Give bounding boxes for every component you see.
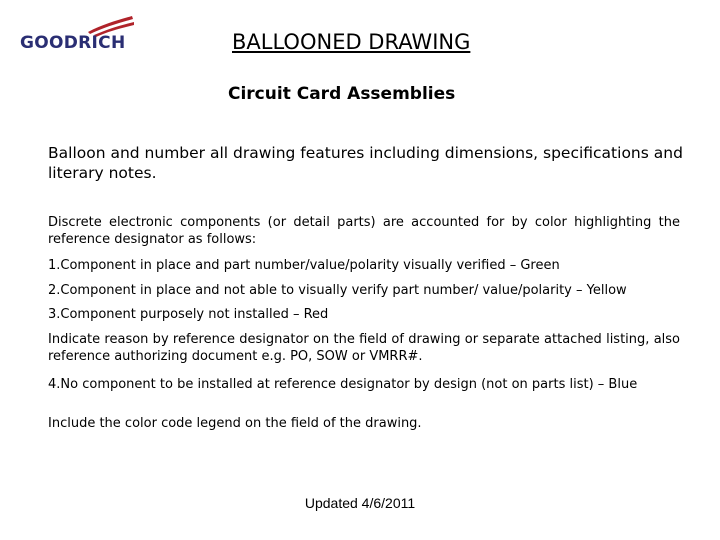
page-subtitle: Circuit Card Assemblies xyxy=(228,84,456,104)
goodrich-logo xyxy=(18,14,138,58)
list-item-red: 3.Component purposely not installed – Red xyxy=(48,307,329,322)
indicate-reason-paragraph: Indicate reason by reference designator on the field of drawing or separate attached listing, also reference authorizing document e.g. PO, SOW or VMRR#. xyxy=(48,332,680,364)
logo-wordmark: GOODRICH xyxy=(20,33,126,53)
list-item-blue: 4.No component to be installed at reference designator by design (not on parts list) – Blue xyxy=(48,377,638,392)
intro-paragraph: Balloon and number all drawing features including dimensions, specifications and literary notes. xyxy=(48,144,683,182)
page-title: BALLOONED DRAWING xyxy=(232,30,471,54)
legend-note: Include the color code legend on the field of the drawing. xyxy=(48,416,422,431)
updated-date: Updated 4/6/2011 xyxy=(304,495,416,511)
list-item-yellow: 2.Component in place and not able to visually verify part number/ value/polarity – Yellow xyxy=(48,283,627,298)
list-item-green: 1.Component in place and part number/value/polarity visually verified – Green xyxy=(48,258,560,273)
discrete-components-paragraph: Discrete electronic components (or detail parts) are accounted for by color highlighting the reference designator as follows: xyxy=(48,215,680,247)
